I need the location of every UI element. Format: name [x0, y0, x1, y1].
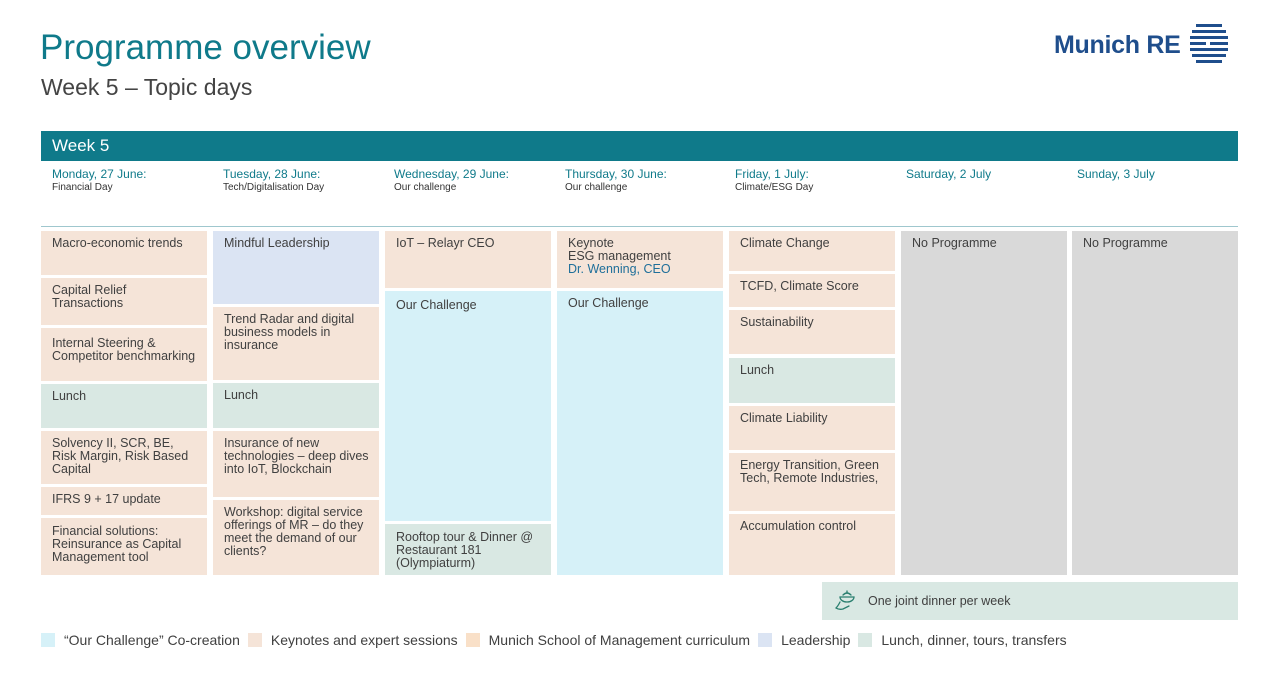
logo-text: Munich RE — [1054, 30, 1181, 59]
munich-re-logo — [1054, 22, 1228, 68]
keynote-title: Keynote — [568, 236, 614, 250]
session-cell: Macro-economic trends — [41, 231, 207, 275]
lunch-cell: Lunch — [729, 358, 895, 403]
session-cell: Internal Steering & Competitor benchmarking — [41, 328, 207, 381]
legend-label: Keynotes and expert sessions — [270, 632, 458, 648]
legend-item-leadership — [758, 632, 850, 648]
session-cell: Trend Radar and digital business models in insurance — [213, 307, 379, 380]
session-cell: Capital Relief Transactions — [41, 278, 207, 325]
day-date: Saturday, 2 July — [906, 167, 992, 181]
session-cell: IoT – Relayr CEO — [385, 231, 551, 288]
session-cell: Energy Transition, Green Tech, Remote Industries, — [729, 453, 895, 511]
day-date: Friday, 1 July: — [735, 167, 809, 181]
day-header-sunday — [1077, 167, 1242, 181]
keynote-cell — [557, 231, 723, 288]
challenge-cell: Our Challenge — [557, 291, 723, 575]
day-date: Monday, 27 June: — [52, 167, 147, 181]
no-programme-cell: No Programme — [1072, 231, 1238, 575]
day-date: Sunday, 3 July — [1077, 167, 1155, 181]
legend-label: Munich School of Management curriculum — [488, 632, 751, 648]
challenge-cell: Our Challenge — [385, 291, 551, 521]
day-header-saturday — [906, 167, 1071, 181]
session-cell: Climate Change — [729, 231, 895, 271]
day-theme: Climate/ESG Day — [735, 182, 814, 193]
no-programme-cell: No Programme — [901, 231, 1067, 575]
day-theme: Financial Day — [52, 182, 113, 193]
day-header-wednesday — [394, 167, 559, 194]
legend-item-lunch — [858, 632, 1066, 648]
legend-swatch — [858, 633, 872, 647]
lunch-cell: Lunch — [213, 383, 379, 428]
dinner-note-text: One joint dinner per week — [868, 594, 1011, 608]
session-cell: Workshop: digital service offerings of MR – do they meet the demand of our clients? — [213, 500, 379, 575]
day-theme: Our challenge — [565, 182, 628, 193]
page-subtitle: Week 5 – Topic days — [41, 74, 253, 100]
day-date: Tuesday, 28 June: — [223, 167, 321, 181]
legend — [41, 632, 1075, 648]
legend-swatch — [758, 633, 772, 647]
session-cell: Financial solutions: Reinsurance as Capital Management tool — [41, 518, 207, 575]
dinner-plate-icon — [834, 588, 860, 614]
session-cell: Solvency II, SCR, BE, Risk Margin, Risk Based Capital — [41, 431, 207, 484]
legend-item-keynotes — [248, 632, 458, 648]
day-header-tuesday — [223, 167, 388, 194]
day-header-monday — [52, 167, 217, 194]
session-cell: Insurance of new technologies – deep dives into IoT, Blockchain — [213, 431, 379, 497]
day-theme: Our challenge — [394, 182, 457, 193]
leadership-cell: Mindful Leadership — [213, 231, 379, 304]
session-cell: Accumulation control — [729, 514, 895, 575]
session-cell: TCFD, Climate Score — [729, 274, 895, 307]
page-title: Programme overview — [40, 28, 371, 67]
day-header-thursday — [565, 167, 730, 194]
header-divider — [41, 226, 1238, 227]
keynote-topic: ESG management — [568, 249, 671, 263]
legend-label: Lunch, dinner, tours, transfers — [881, 632, 1067, 648]
dinner-cell: Rooftop tour & Dinner @ Restaurant 181 (Olympiaturm) — [385, 524, 551, 575]
legend-swatch — [466, 633, 480, 647]
session-cell: Sustainability — [729, 310, 895, 354]
legend-swatch — [41, 633, 55, 647]
day-header-friday — [735, 167, 900, 194]
keynote-speaker: Dr. Wenning, CEO — [568, 262, 671, 276]
day-date: Wednesday, 29 June: — [394, 167, 509, 181]
munich-re-stripes-icon — [1190, 23, 1228, 67]
lunch-cell: Lunch — [41, 384, 207, 428]
week-header-bar: Week 5 — [41, 131, 1238, 161]
session-cell: Climate Liability — [729, 406, 895, 450]
legend-item-curriculum — [466, 632, 750, 648]
day-theme: Tech/Digitalisation Day — [223, 182, 325, 193]
session-cell: IFRS 9 + 17 update — [41, 487, 207, 515]
dinner-note — [822, 582, 1238, 620]
legend-swatch — [248, 633, 262, 647]
day-date: Thursday, 30 June: — [565, 167, 667, 181]
legend-label: “Our Challenge” Co-creation — [64, 632, 240, 648]
legend-label: Leadership — [781, 632, 851, 648]
legend-item-challenge — [41, 632, 240, 648]
